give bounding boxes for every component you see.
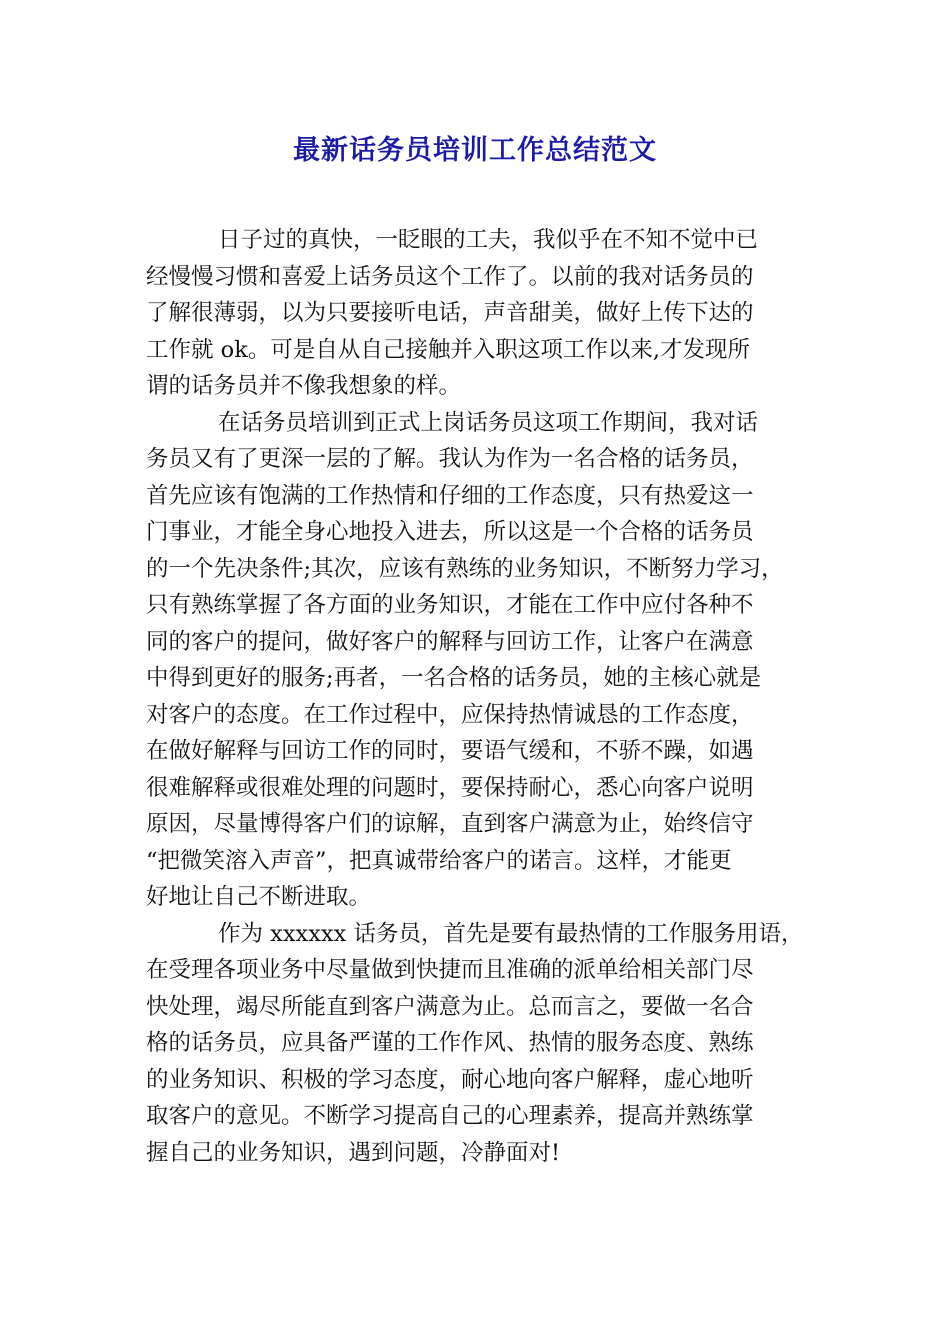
text-line: 首先应该有饱满的工作热情和仔细的工作态度，只有热爱这一 bbox=[146, 482, 754, 509]
paragraph-3 bbox=[146, 916, 808, 1172]
text-line: 在话务员培训到正式上岗话务员这项工作期间，我对话 bbox=[218, 409, 759, 436]
text-line: 的业务知识、积极的学习态度，耐心地向客户解释，虚心地听 bbox=[146, 1066, 754, 1093]
text-line: 原因，尽量博得客户们的谅解，直到客户满意为止，始终信守 bbox=[146, 811, 754, 837]
text-line: 在受理各项业务中尽量做到快捷而且准确的派单给相关部门尽 bbox=[146, 957, 754, 983]
text-line: 工作就 ok。可是自从自己接触并入职这项工作以来,才发现所 bbox=[146, 336, 750, 363]
text-line: 对客户的态度。在工作过程中，应保持热情诚恳的工作态度， bbox=[146, 701, 754, 728]
text-line: 快处理，竭尽所能直到客户满意为止。总而言之，要做一名合 bbox=[146, 993, 754, 1020]
text-line: 谓的话务员并不像我想象的样。 bbox=[146, 373, 462, 399]
text-line: 务员又有了更深一层的了解。我认为作为一名合格的话务员， bbox=[146, 446, 754, 472]
text-line: 握自己的业务知识，遇到问题，冷静面对! bbox=[146, 1139, 561, 1166]
text-line: 格的话务员，应具备严谨的工作作风、热情的服务态度、熟练 bbox=[146, 1030, 754, 1056]
text-line: 中得到更好的服务;再者，一名合格的话务员，她的主核心就是 bbox=[146, 665, 762, 691]
text-line: 了解很薄弱，以为只要接听电话，声音甜美，做好上传下达的 bbox=[146, 300, 754, 326]
text-line: 取客户的意见。不断学习提高自己的心理素养，提高并熟练掌 bbox=[146, 1103, 754, 1129]
text-line: 日子过的真快，一眨眼的工夫，我似乎在不知不觉中已 bbox=[218, 227, 759, 253]
text-line: 好地让自己不断进取。 bbox=[146, 884, 372, 910]
document-title: 最新话务员培训工作总结范文 bbox=[293, 135, 657, 166]
text-line: 经慢慢习惯和喜爱上话务员这个工作了。以前的我对话务员的 bbox=[146, 263, 754, 290]
text-line: 作为 xxxxxx 话务员，首先是要有最热情的工作服务用语， bbox=[218, 920, 804, 947]
paragraph-1 bbox=[146, 222, 808, 405]
text-line: 同的客户的提问，做好客户的解释与回访工作，让客户在满意 bbox=[146, 628, 754, 655]
text-line: “把微笑溶入声音”，把真诚带给客户的诺言。这样，才能更 bbox=[146, 847, 732, 874]
text-line: 在做好解释与回访工作的同时，要语气缓和，不骄不躁，如遇 bbox=[146, 738, 754, 764]
document-body bbox=[146, 222, 808, 1171]
text-line: 门事业，才能全身心地投入进去，所以这是一个合格的话务员 bbox=[146, 519, 754, 545]
text-line: 很难解释或很难处理的问题时，要保持耐心，悉心向客户说明 bbox=[146, 774, 754, 801]
text-line: 只有熟练掌握了各方面的业务知识，才能在工作中应付各种不 bbox=[146, 592, 754, 618]
paragraph-2 bbox=[146, 405, 808, 916]
text-line: 的一个先决条件;其次，应该有熟练的业务知识，不断努力学习， bbox=[146, 555, 784, 582]
